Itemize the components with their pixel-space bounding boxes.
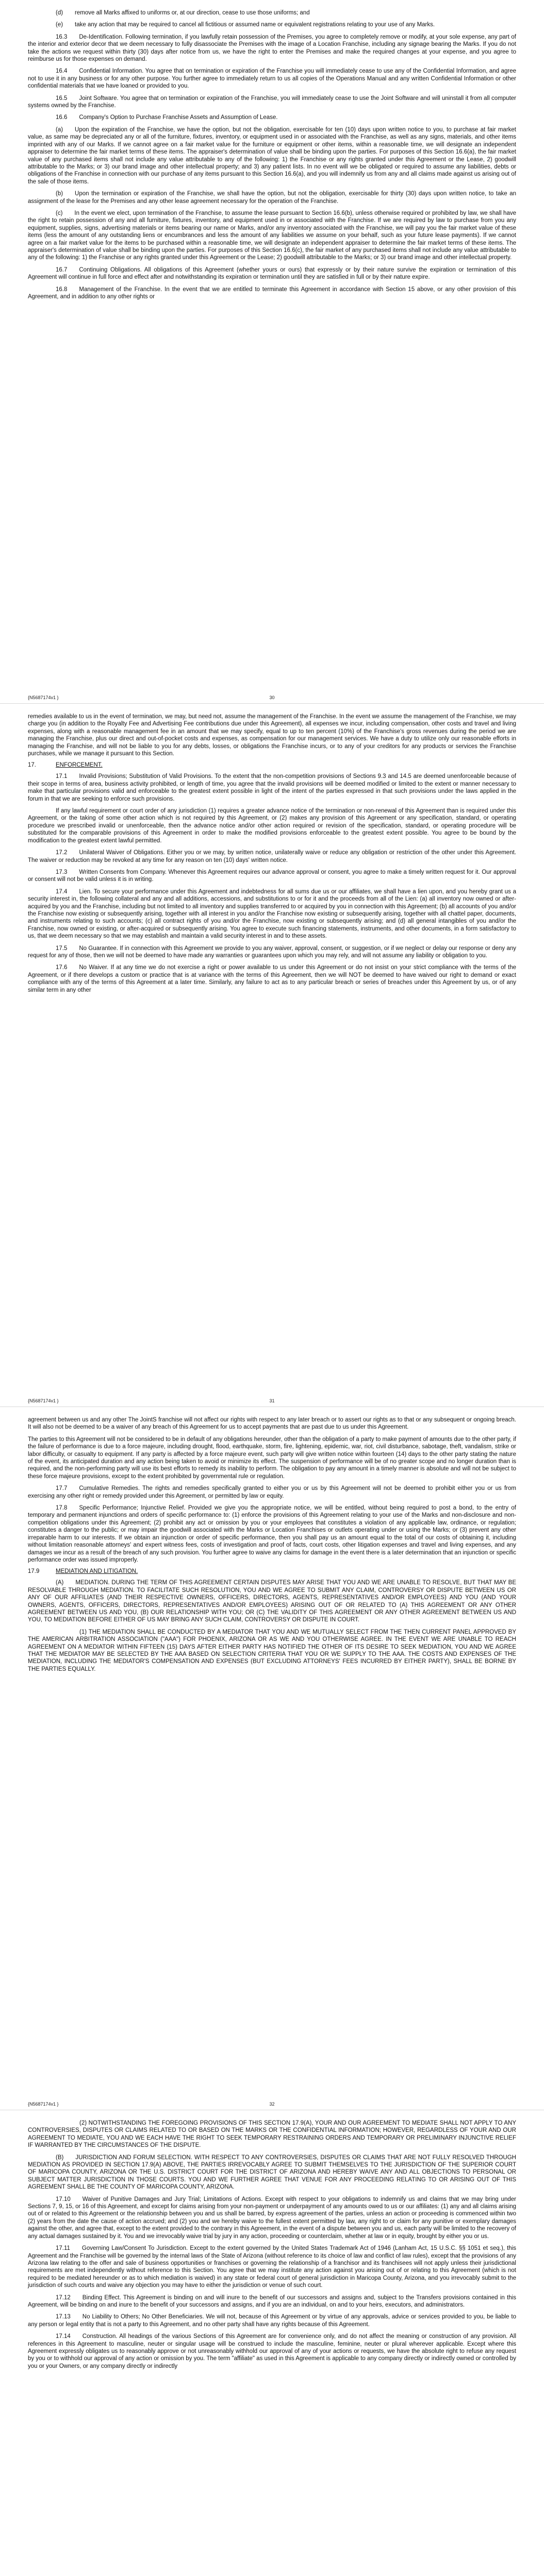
paragraph: 16.7 Continuing Obligations. All obligations of this Agreement (whether yours or ours) that expressly or by their nature survive the expiration or termination of this Agreement will continue in full force and effect after and notwithstanding its expiration or termination until they are satisfied in full or by their nature expire.	[28, 266, 516, 281]
paragraph: (c) In the event we elect, upon termination of the Franchise, to assume the lease pursuant to Section 16.6(b), unless otherwise required or prohibited by law, we shall have the right to retain possession of any and all furniture, fixtures, inventory, and equipment used in or associated with the Franchise. If we are required by law to purchase from you any equipment, supplies, signs, advertising materials or items bearing our name or Marks, and/or any inventory associated with the Franchise, we will pay you the fair market value of these items (less the amount of any outstanding liens or encumbrances and less the amount of any liabilities we assume on your behalf, such as your future lease payments). If we cannot agree on a fair market value for the items to be purchased within a reasonable time, we will designate an independent appraiser to determine the fair market terms of these items. The appraiser's determination of value shall be binding upon the parties. For purposes of this Section 16.6(c), the fair market of any purchased items shall not include any value attributable to any of the following: 1) the Franchise or any rights granted under this Agreement or the Lease; 2) goodwill attributable to the Marks; or 3) our brand image and other intellectual property.	[28, 210, 516, 261]
section-title: MEDIATION AND LITIGATION.	[56, 1568, 138, 1575]
paragraph: 17.8 Specific Performance; Injunctive Relief. Provided we give you the appropriate notice, we will be entitled, without being required to post a bond, to the entry of temporary and permanent injunctions and orders of specific performance to: (1) enforce the provisions of this Agreement relating to your use of the Marks and non-disclosure and non-competition obligations under this Agreement; (2) prohibit any act or omission by you or your employees that constitutes a violation of any applicable law, ordinance, or regulation; constitutes a danger to the public; or may impair the goodwill associated with the Marks or Location Franchises or outlets operating under or using the Marks; or (3) prevent any other irreparable harm to our interests. If we obtain an injunction or order of specific performance, then you shall pay us an amount equal to the total of our costs of obtaining it, including without limitation reasonable attorneys' and expert witness fees, costs of investigation and proof of facts, court costs, other litigation expenses and travel and living expenses, and any damages we incur as a result of the breach of any such provision. You further agree to waive any claims for damage in the event there is a later determination that an injunction or specific performance order was issued improperly.	[28, 1505, 516, 1563]
paragraph: (a) Upon the expiration of the Franchise, we have the option, but not the obligation, exercisable for ten (10) days upon written notice to you, to purchase at fair market value, as same may be depreciated any or all of the furniture, fixtures, inventory, or equipment used in or associated with the Franchise, as well as any signs, materials, and other items imprinted with any of our Marks. If we cannot agree on a fair market value for the furniture or equipment or other items, within a reasonable time, we will designate an independent appraiser to determine the fair market terms of these items. The appraiser's determination of value shall be binding upon the parties. For purposes of this Section 16.6(a), the fair market value of any purchased items shall not include any value attributable to any of the following: 1) the Franchise or any rights granted under this Agreement or the Lease, 2) goodwill attributable to the Marks; or 3) our brand image and other intellectual property; and 3) any patient lists. In no event will we be obligated or required to assume any liabilities, debts or obligations of the Franchise in connection with our purchase of any items pursuant to this Section 16.6(a), and you will indemnify us from any and all claims made against us arising out of the sale of those items.	[28, 126, 516, 185]
document-id: {N5687174v1 }	[28, 1398, 59, 1403]
page-number: 31	[269, 1398, 275, 1403]
document-id: {N5687174v1 }	[28, 695, 59, 700]
paragraph: (b) Upon the termination or expiration of the Franchise, we shall have the option, but not the obligation, exercisable for thirty (30) days upon written notice, to take an assignment of the lease for the Premises and any other lease agreement necessary for the operation of the Franchise.	[28, 191, 516, 205]
paragraph: (A) MEDIATION. DURING THE TERM OF THIS AGREEMENT CERTAIN DISPUTES MAY ARISE THAT YOU AND WE ARE UNABLE TO RESOLVE, BUT THAT MAY BE RESOLVABLE THROUGH MEDIATION. TO FACILITATE SUCH RESOLUTION, YOU AND WE AGREE TO SUBMIT ANY CLAIM, CONTROVERSY OR DISPUTE BETWEEN US OR ANY OF OUR AFFILIATES (AND THEIR RESPECTIVE OWNERS, OFFICERS, DIRECTORS, AGENTS, REPRESENTATIVES AND/OR EMPLOYEES) AND YOU (AND YOUR OWNERS, AGENTS, OFFICERS, DIRECTORS, REPRESENTATIVES AND/OR EMPLOYEES) ARISING OUT OF OR RELATED TO (A) THIS AGREEMENT OR ANY OTHER AGREEMENT BETWEEN US AND YOU, (B) OUR RELATIONSHIP WITH YOU; OR (C) THE VALIDITY OF THIS AGREEMENT OR ANY OTHER AGREEMENT BETWEEN US AND YOU, TO MEDIATION BEFORE EITHER OF US MAY BRING ANY SUCH CLAIM, CONTROVERSY OR DISPUTE IN COURT.	[28, 1580, 516, 1623]
paragraph: 17.11 Governing Law/Consent To Jurisdiction. Except to the extent governed by the United States Trademark Act of 1946 (Lanham Act, 15 U.S.C. §§ 1051 et seq.), this Agreement and the Franchise will be governed by the internal laws of the State of Arizona (without reference to its choice of law and conflict of law rules), except that the provisions of any Arizona law relating to the offer and sale of business opportunities or franchises or governing the relationship of a franchisor and its franchisees will not apply unless their jurisdictional requirements are met independently without reference to this Section. You agree that we may institute any action against you arising out of or relating to this Agreement (which is not required to be mediated hereunder or as to which mediation is waived) in any state or federal court of general jurisdiction in Maricopa County, Arizona, and you irrevocably submit to the jurisdiction of such courts and waive any objection you may have to either the jurisdiction or venue of such court.	[28, 2245, 516, 2289]
paragraph: 17.6 No Waiver. If at any time we do not exercise a right or power available to us under this Agreement or do not insist on your strict compliance with the terms of the Agreement, or if there develops a custom or practice that is at variance with the terms of this Agreement, then we will NOT be deemed to have waived our right to demand or exact compliance with any of the terms of this Agreement at a later time. Similarly, any failure to act as to any particular breach or series of breaches under this Agreement by us, or of any similar term in any other	[28, 964, 516, 993]
paragraph: (1) THE MEDIATION SHALL BE CONDUCTED BY A MEDIATOR THAT YOU AND WE MUTUALLY SELECT FROM THE THEN CURRENT PANEL APPROVED BY THE AMERICAN ARBITRATION ASSOCIATION ("AAA") FOR PHOENIX, ARIZONA OR AS WE AND YOU OTHERWISE AGREE. IN THE EVENT WE ARE UNABLE TO REACH AGREEMENT ON A MEDIATOR WITHIN FIFTEEN (15) DAYS AFTER EITHER PARTY HAS NOTIFIED THE OTHER OF ITS DESIRE TO SEEK MEDIATION, YOU AND WE AGREE THAT THE MEDIATOR MAY BE SELECTED BY THE AAA BASED ON SELECTION CRITERIA THAT YOU OR WE SUPPLY TO THE AAA. THE COSTS AND EXPENSES OF THE MEDIATION, INCLUDING THE MEDIATOR'S COMPENSATION AND EXPENSES (BUT EXCLUDING ATTORNEYS' FEES INCURRED BY EITHER PARTY), SHALL BE BORNE BY THE PARTIES EQUALLY.	[28, 1629, 516, 1672]
paragraph: 17.7 Cumulative Remedies. The rights and remedies specifically granted to either you or us by this Agreement will not be deemed to prohibit either you or us from exercising any other right or remedy provided under this Agreement, or permitted by law or equity.	[28, 1485, 516, 1499]
paragraph: (e) take any action that may be required to cancel all fictitious or assumed name or equivalent registrations relating to your use of any Marks.	[56, 22, 435, 28]
paragraph: 17.13 No Liability to Others; No Other Beneficiaries. We will not, because of this Agreement or by virtue of any approvals, advice or services provided to you, be liable to any person or legal entity that is not a party to this Agreement, and no other party shall have any rights because of this Agreement.	[28, 2314, 516, 2328]
paragraph: 17.4 Lien. To secure your performance under this Agreement and indebtedness for all sums due us or our affiliates, we shall have a lien upon, and you hereby grant us a security interest in, the following collateral and any and all additions, accessions, and substitutions to or for it and the proceeds from all of the Lien: (a) all inventory now owned or after-acquired by you and the Franchise, including but not limited to all inventory and supplies transferred to or acquired by you in connection with this Agreement; (b) all accounts of you and/or the Franchise now existing or subsequently arising, together with all interest in you and/or the Franchise now existing or subsequently arising, together with all chattel paper, documents, and instruments relating to such accounts; (c) all contract rights of you and/or the Franchise, now existing or subsequently arising; and (d) all general intangibles of you and/or the Franchise, now owned or existing, or after-acquired or subsequently arising. You agree to execute such financing statements, instruments, and other documents, in a form satisfactory to us, that we deem necessary so that we may establish and maintain a valid security interest in and to these assets.	[28, 888, 516, 940]
document-page	[0, 0, 544, 703]
paragraph: If any lawful requirement or court order of any jurisdiction (1) requires a greater advance notice of the termination or non-renewal of this Agreement than is required under this Agreement, or the taking of some other action which is not required by this Agreement, or (2) makes any provision of this Agreement or any specification, standard, or operating procedure we prescribed invalid or unenforceable, then the advance notice and/or other action required or revision of the specification, standard, or operating procedure will be substituted for the comparable provisions of this Agreement in order to make the modified provisions enforceable to the greatest extent possible. You agree to be bound by the modification to the greatest extent lawful permitted.	[28, 808, 516, 844]
paragraph: 16.6 Company's Option to Purchase Franchise Assets and Assumption of Lease.	[56, 114, 278, 121]
paragraph: agreement between us and any other The JointS franchise will not affect our rights with respect to any later breach or to assert our rights as to that or any subsequent or ongoing breach. It will also not be deemed to be a waiver of any breach of this Agreement for us to accept payments that are past due to us under this Agreement.	[28, 1417, 516, 1431]
section-heading	[28, 762, 516, 768]
paragraph: 17.10 Waiver of Punitive Damages and Jury Trial; Limitations of Actions. Except with respect to your obligations to indemnify us and claims that we may bring under Sections 7, 9, 15, or 16 of this Agreement, and except for claims arising from your non-payment or underpayment of any amounts owed to us or our affiliates: (1) any and all claims arising out of or related to this Agreement or the relationship between you and us shall be barred, by express agreement of the parties, unless an action or proceeding is commenced within two (2) years from the date the cause of action accrued; and (2) you and we hereby waive to the fullest extent permitted by law, any right to or claim for any punitive or exemplary damages against the other, and agree that, except to the extent provided to the contrary in this Agreement, in the event of a dispute between you and us, each party will be limited to the recovery of any actual damages sustained by it. You and we irrevocably waive trial by jury in any action, proceeding or counterclaim, whether at law or in equity, brought by either you or us.	[28, 2196, 516, 2240]
page-number: 30	[269, 695, 275, 700]
paragraph: 17.2 Unilateral Waiver of Obligations. Either you or we may, by written notice, unilaterally waive or reduce any obligation or restriction of the other under this Agreement. The waiver or reduction may be revoked at any time for any reason on ten (10) days' written notice.	[28, 850, 516, 863]
paragraph: 17.14 Construction. All headings of the various Sections of this Agreement are for convenience only, and do not affect the meaning or construction of any provision. All references in this Agreement to masculine, neuter or singular usage will be construed to include the masculine, feminine, neuter or plural wherever applicable. Except where this Agreement expressly obligates us to reasonably approve or not unreasonably withhold our approval of any of your actions or requests, we have the absolute right to refuse any request by you or to withhold our approval of any action or omission by you. The term "affiliate" as used in this Agreement is applicable to any company directly or indirectly owned or controlled by you or your Owners, or any company directly or indirectly	[28, 2333, 516, 2369]
paragraph: 16.4 Confidential Information. You agree that on termination or expiration of the Franchise you will immediately cease to use any of the Confidential Information, and agree not to use it in any business or for any other purpose. You further agree to immediately return to us all copies of the Operations Manual and any written Confidential Information or other confidential materials that we have loaned or provided to you.	[28, 68, 516, 90]
document-id: {N5687174v1 }	[28, 2102, 59, 2107]
section-title: ENFORCEMENT.	[56, 762, 103, 769]
paragraph: 16.8 Management of the Franchise. In the event that we are entitled to terminate this Agreement in accordance with Section 15 above, or any other provision of this Agreement, and in addition to any other rights or	[28, 286, 516, 300]
paragraph: 17.12 Binding Effect. This Agreement is binding on and will inure to the benefit of our successors and assigns and, subject to the Transfers provisions contained in this Agreement, will be binding on and inure to the benefit of your successors and assigns, and if you are an individual, on and to your heirs, executors, and administrators.	[28, 2294, 516, 2308]
document-page	[0, 1406, 544, 2110]
paragraph: (d) remove all Marks affixed to uniforms or, at our direction, cease to use those uniforms; and	[56, 10, 310, 16]
paragraph: remedies available to us in the event of termination, we may, but need not, assume the management of the Franchise. In the event we assume the management of the Franchise, we may charge you (in addition to the Royalty Fee and Advertising Fee contributions due under this Agreement), all expenses we incur, including compensation, other costs and travel and living expenses, along with a reasonable management fee in an amount that we may specify, equal to up to ten percent (10%) of the Franchise's gross revenues during the period we are managing the Franchise, plus our direct and out-of-pocket costs and expenses, as compensation for our management services. We have a duty to utilize only our reasonable efforts in managing the Franchise, and will not be liable to you for any debts, losses, or obligations the Franchise incurs, or to any of your creditors for any products or services the Franchise purchases, while we manage it pursuant to this Section.	[28, 714, 516, 757]
paragraph: 16.3 De-Identification. Following termination, if you lawfully retain possession of the Premises, you agree to completely remove or modify, at your sole expense, any part of the interior and exterior decor that we deem necessary to fully disassociate the Premises with the image of a Location Franchise, including any signage bearing the Marks. If you do not take the actions we request within thirty (30) days after notice from us, we have the right to enter the Premises and make the required changes at your expense, and you agree to reimburse us for those expenses on demand.	[28, 33, 516, 63]
section-number: 17.9	[28, 1568, 40, 1575]
paragraph: 17.1 Invalid Provisions; Substitution of Valid Provisions. To the extent that the non-competition provisions of Sections 9.3 and 14.5 are deemed unenforceable because of their scope in terms of area, business activity prohibited, or length of time, you agree that the invalid provisions will be deemed modified or limited to the extent or manner necessary to make that particular provisions valid and enforceable to the greatest extent possible in light of the intent of the parties expressed in that such provisions under the laws applied in the forum in that we are seeking to enforce such provisions.	[28, 773, 516, 802]
paragraph: The parties to this Agreement will not be considered to be in default of any obligations hereunder, other than the obligation of a party to make payment of amounts due to the other party, if the failure of performance is due to a force majeure, including drought, flood, earthquake, storm, fire, lightening, epidemic, war, riot, civil disturbance, sabotage, theft, vandalism, strike or labor difficulty, or casualty to equipment. If any party is affected by a force majeure event, such party will give written notice within fourteen (14) days to the other party stating the nature of the event, its anticipated duration and any action being taken to avoid or minimize its effect. The suspension of performance will be of no greater scope and no longer duration than is required, and the non-performing party will use its best efforts to remedy its inability to perform. The obligation to pay any amount in a timely manner is absolute and will not be subject to these force majeure provisions, except to the extent prohibited by governmental rule or regulation.	[28, 1436, 516, 1480]
page-number: 32	[269, 2102, 275, 2107]
document-page	[0, 2110, 544, 2576]
paragraph: 16.5 Joint Software. You agree that on termination or expiration of the Franchise, you will immediately cease to use the Joint Software and will uninstall it from all computer systems owned by the Franchise.	[28, 95, 516, 109]
paragraph: (2) NOTWITHSTANDING THE FOREGOING PROVISIONS OF THIS SECTION 17.9(A), YOUR AND OUR AGREEMENT TO MEDIATE SHALL NOT APPLY TO ANY CONTROVERSIES, DISPUTES OR CLAIMS RELATED TO OR BASED ON THE MARKS OR THE CONFIDENTIAL INFORMATION; HOWEVER, REGARDLESS OF YOUR AND OUR AGREEMENT TO MEDIATE, YOU AND WE EACH HAVE THE RIGHT TO SEEK TEMPORARY RESTRAINING ORDERS AND TEMPORARY OR PRELIMINARY INJUNCTIVE RELIEF IF WARRANTED BY THE CIRCUMSTANCES OF THE DISPUTE.	[28, 2120, 516, 2149]
document-page	[0, 703, 544, 1406]
paragraph: 17.3 Written Consents from Company. Whenever this Agreement requires our advance approval or consent, you agree to make a timely written request for it. Our approval or consent will not be valid unless it is in writing.	[28, 869, 516, 883]
section-number: 17.	[28, 762, 36, 769]
paragraph: 17.5 No Guarantee. If in connection with this Agreement we provide to you any waiver, approval, consent, or suggestion, or if we neglect or delay our response or deny any request for any of those, then we will not be deemed to have made any warranties or guarantees upon which you may rely, and will not assume any liability or obligation to you.	[28, 945, 516, 959]
paragraph: (B) JURISDICTION AND FORUM SELECTION. WITH RESPECT TO ANY CONTROVERSIES, DISPUTES OR CLAIMS THAT ARE NOT FULLY RESOLVED THROUGH MEDIATION AS PROVIDED IN SECTION 17.9(A) ABOVE, THE PARTIES IRREVOCABLY AGREE TO SUBMIT THEMSELVES TO THE JURISDICTION OF THE SUPERIOR COURT OF MARICOPA COUNTY, ARIZONA OR THE U.S. DISTRICT COURT FOR THE DISTRICT OF ARIZONA AND HEREBY WAIVE ANY AND ALL OBJECTIONS TO PERSONAL OR SUBJECT MATTER JURISDICTION IN THOSE COURTS. YOU AND WE FURTHER AGREE THAT VENUE FOR ANY PROCEEDING RELATING TO OR ARISING OUT OF THIS AGREEMENT SHALL BE THE COUNTY OF MARICOPA COUNTY, ARIZONA.	[28, 2154, 516, 2191]
section-heading	[28, 1568, 516, 1574]
